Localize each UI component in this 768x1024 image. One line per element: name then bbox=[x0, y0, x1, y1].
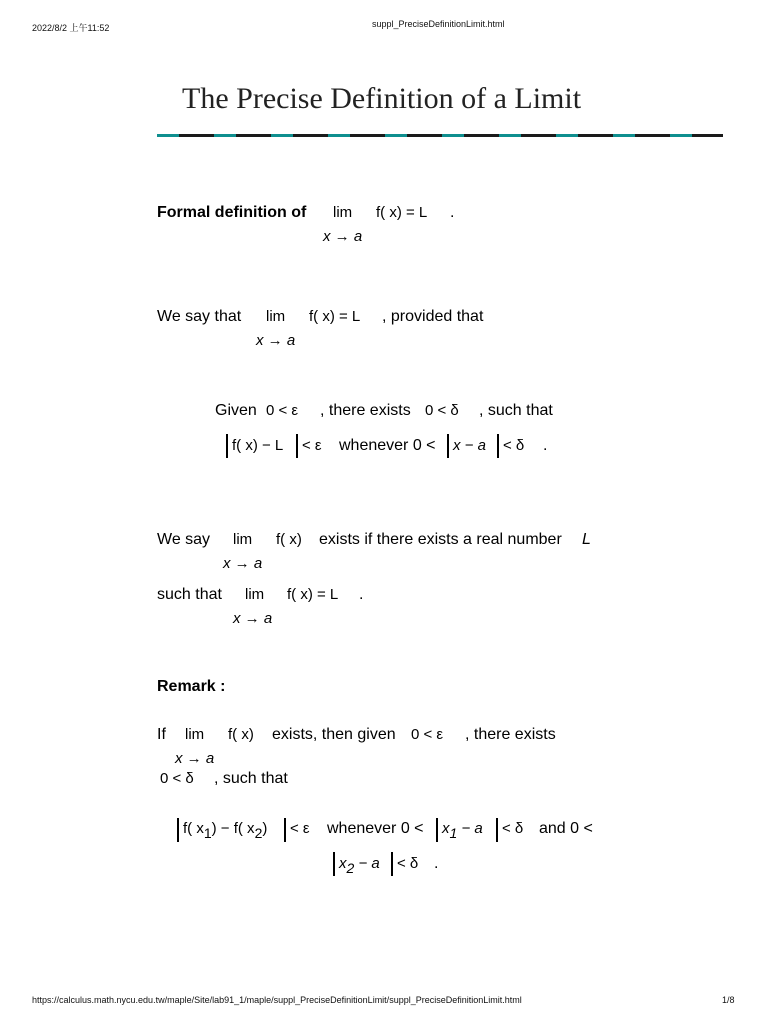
title-divider bbox=[157, 134, 723, 137]
such-that-text: such that bbox=[157, 586, 222, 603]
abs-x-minus-a: x − a bbox=[453, 437, 486, 454]
minus-a: − a bbox=[354, 855, 380, 872]
print-page-number: 1/8 bbox=[722, 995, 735, 1005]
remark-lim: lim bbox=[185, 726, 205, 743]
abs-bar bbox=[496, 818, 498, 842]
minus-a: − a bbox=[457, 820, 483, 837]
abs-bar bbox=[177, 818, 179, 842]
lt-delta: < δ bbox=[503, 437, 525, 454]
such-that-period: . bbox=[359, 586, 364, 603]
abs-bar bbox=[497, 434, 499, 458]
wesay-under-limit: x → a bbox=[256, 332, 296, 349]
abs-x2-minus-a bbox=[339, 855, 380, 876]
abs-bar bbox=[391, 852, 393, 876]
abs-fx1-minus-fx2 bbox=[183, 820, 268, 841]
exists-suffix: exists if there exists a real number bbox=[319, 531, 562, 548]
remark-whenever: whenever 0 < bbox=[327, 820, 424, 837]
such-that-expression: f( x) = L bbox=[287, 586, 339, 603]
subscript-2: 2 bbox=[346, 860, 355, 876]
wesay-lim: lim bbox=[266, 308, 286, 325]
remark-under-limit: x → a bbox=[175, 750, 215, 767]
remark-delta-condition: 0 < δ bbox=[160, 770, 194, 787]
remark-exists-given: exists, then given bbox=[272, 726, 396, 743]
exists-expression: f( x) bbox=[276, 531, 302, 548]
lt-epsilon: < ε bbox=[302, 437, 322, 454]
x2-var: x bbox=[339, 855, 347, 872]
abs-bar bbox=[226, 434, 228, 458]
exists-prefix: We say bbox=[157, 531, 211, 548]
such-that-under-limit: x → a bbox=[233, 610, 273, 627]
given-delta-condition: 0 < δ bbox=[425, 402, 459, 419]
remark-label: Remark : bbox=[157, 678, 226, 695]
remark-period: . bbox=[434, 855, 439, 872]
exists-lim: lim bbox=[233, 531, 253, 548]
abs-bar bbox=[333, 852, 335, 876]
given-word: Given bbox=[215, 402, 257, 419]
exists-under-limit: x → a bbox=[223, 555, 263, 572]
subscript-2: 2 bbox=[254, 825, 263, 841]
such-that-lim: lim bbox=[245, 586, 265, 603]
subscript-1: 1 bbox=[449, 825, 458, 841]
page-title: The Precise Definition of a Limit bbox=[182, 82, 582, 115]
formal-expression: f( x) = L bbox=[376, 204, 428, 221]
given-period: . bbox=[543, 437, 548, 454]
remark-if: If bbox=[157, 726, 166, 743]
abs-bar bbox=[436, 818, 438, 842]
whenever-text: whenever 0 < bbox=[339, 437, 436, 454]
abs-fx-minus-l: f( x) − L bbox=[232, 437, 284, 454]
print-file-title: suppl_PreciseDefinitionLimit.html bbox=[372, 19, 505, 29]
subscript-1: 1 bbox=[203, 825, 212, 841]
fx2-open: ) − f( x bbox=[211, 820, 255, 837]
formal-under-limit: x → a bbox=[323, 228, 363, 245]
remark-there-exists: , there exists bbox=[465, 726, 556, 743]
given-such-that: , such that bbox=[479, 402, 553, 419]
abs-x1-minus-a bbox=[442, 820, 483, 841]
remark-epsilon-condition: 0 < ε bbox=[411, 726, 444, 743]
remark-expression: f( x) bbox=[228, 726, 254, 743]
fx2-close: ) bbox=[262, 820, 268, 837]
remark-lt-delta-2: < δ bbox=[397, 855, 419, 872]
formal-period: . bbox=[450, 204, 455, 221]
abs-bar bbox=[447, 434, 449, 458]
print-datetime: 2022/8/2 上午11:52 bbox=[32, 23, 110, 33]
print-url: https://calculus.math.nycu.edu.tw/maple/Site/lab91_1/maple/suppl_PreciseDefinitionLimit/suppl_PreciseDefinitionLimit.html bbox=[32, 995, 522, 1005]
fx1-open: f( x bbox=[183, 820, 204, 837]
given-epsilon-condition: 0 < ε bbox=[266, 402, 299, 419]
wesay-suffix: , provided that bbox=[382, 308, 484, 325]
given-there-exists: , there exists bbox=[320, 402, 411, 419]
remark-and: and 0 < bbox=[539, 820, 593, 837]
remark-such-that: , such that bbox=[214, 770, 288, 787]
wesay-prefix: We say that bbox=[157, 308, 242, 325]
formal-definition-label: Formal definition of bbox=[157, 204, 307, 221]
abs-bar bbox=[284, 818, 286, 842]
abs-bar bbox=[296, 434, 298, 458]
formal-lim: lim bbox=[333, 204, 353, 221]
remark-lt-delta: < δ bbox=[502, 820, 524, 837]
remark-lt-epsilon: < ε bbox=[290, 820, 310, 837]
wesay-expression: f( x) = L bbox=[309, 308, 361, 325]
x1-var: x bbox=[442, 820, 450, 837]
exists-L: L bbox=[582, 531, 591, 548]
